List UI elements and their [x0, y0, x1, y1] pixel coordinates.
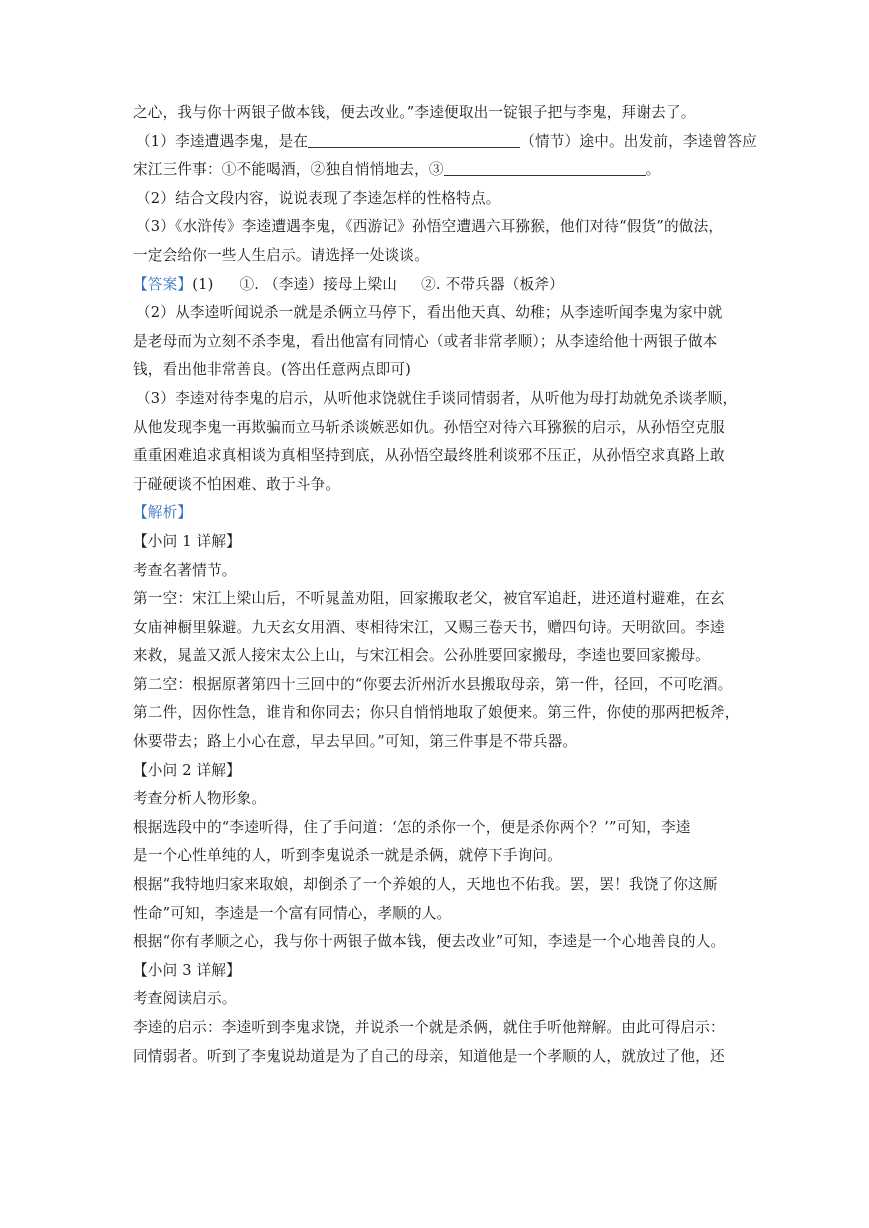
answer-3-line: 于碰硬谈不怕困难、敢于斗争。	[133, 475, 341, 493]
answer-1-part-2: ②. 不带兵器（板斧）	[421, 275, 564, 293]
section-3-title: 【小问 3 详解】	[133, 961, 241, 979]
section-1-line: 女庙神橱里躲避。九天玄女用酒、枣相待宋江，又赐三卷天书，赠四句诗。天明欲回。李逵	[133, 618, 725, 636]
question-1-prefix: （1）李逵遭遇李鬼，是在	[136, 132, 309, 150]
answer-3-line: 从他发现李鬼一再欺骗而立马斩杀谈嫉恶如仇。孙悟空对待六耳猕猴的启示，从孙悟空克服	[133, 418, 725, 436]
section-3-line: 同情弱者。听到了李鬼说劫道是为了自己的母亲，知道他是一个孝顺的人，就放过了他，还	[133, 1047, 725, 1065]
answer-1-part-1: ①. （李逵）接母上梁山	[239, 275, 398, 293]
section-1-line: 第一空：宋江上梁山后，不听晁盖劝阻，回家搬取老父，被官军追赶，进还道村避难，在玄	[133, 590, 725, 608]
answer-2-line: （2）从李逵听闻说杀一就是杀俩立马停下，看出他天真、幼稚；从李逵听闻李鬼为家中就	[136, 304, 723, 322]
question-3-line-1: （3）《水浒传》李逵遭遇李鬼，《西游记》孙悟空遭遇六耳猕猴，他们对待“假货”的做法，	[136, 218, 724, 236]
fill-blank-2[interactable]	[444, 161, 646, 176]
section-1-line: 第二空：根据原著第四十三回中的“你要去沂州沂水县搬取母亲，第一件，径回，不可吃酒。	[133, 675, 733, 693]
answer-line-1	[133, 271, 739, 300]
section-2-line: 考查分析人物形象。	[133, 790, 267, 808]
section-2-title: 【小问 2 详解】	[133, 761, 241, 779]
answer-1-number: (1)	[192, 275, 214, 293]
question-3-line-2: 一定会给你一些人生启示。请选择一处谈谈。	[133, 246, 429, 264]
section-2-line: 根据“我特地归家来取娘，却倒杀了一个养娘的人，天地也不佑我。罢，罢！我饶了你这厮	[133, 876, 718, 894]
question-1-suffix: （情节）途中。出发前，李逵曾答应	[520, 132, 757, 150]
section-1-line: 第二件，因你性急，谁肯和你同去；你只自悄悄地取了娘便来。第三件，你使的那两把板斧，	[133, 704, 740, 722]
section-2-line: 根据选段中的“李逵听得，住了手问道：‘怎的杀你一个，便是杀你两个？’”可知，李逵	[133, 818, 691, 836]
section-3-line: 考查阅读启示。	[133, 990, 237, 1008]
section-2-line: 性命”可知，李逵是一个富有同情心，孝顺的人。	[133, 904, 452, 922]
question-text-line: 之心，我与你十两银子做本钱，便去改业。”李逵便取出一锭银子把与李鬼，拜谢去了。	[133, 104, 696, 121]
section-1-title: 【小问 1 详解】	[133, 532, 241, 550]
question-1-line2-prefix: 宋江三件事：①不能喝酒，②独自悄悄地去，③	[133, 161, 444, 179]
analysis-label: 【解析】	[133, 504, 193, 522]
section-1-line: 休要带去；路上小心在意，早去早回。”可知，第三件事是不带兵器。	[133, 733, 578, 751]
answer-3-line: （3）李逵对待李鬼的启示，从听他求饶就住手谈同情弱者，从听他为母打劫就免杀谈孝顺，	[136, 389, 738, 407]
question-1-line-1	[133, 128, 757, 157]
section-3-line: 李逵的启示：李逵听到李鬼求饶，并说杀一个就是杀俩，就住手听他辩解。由此可得启示：	[133, 1019, 725, 1036]
answer-label: 【答案】	[133, 275, 193, 293]
question-1-line2-suffix: 。	[645, 161, 661, 179]
section-1-line: 来救，晁盖又派人接宋太公上山，与宋江相会。公孙胜要回家搬母，李逵也要回家搬母。	[133, 647, 710, 665]
section-1-line: 考查名著情节。	[133, 561, 237, 579]
answer-2-line: 钱，看出他非常善良。(答出任意两点即可)	[133, 361, 412, 379]
document-page	[133, 99, 757, 1071]
fill-blank-1[interactable]	[308, 133, 520, 148]
question-1-line-2	[133, 156, 739, 185]
section-2-line: 是一个心性单纯的人，听到李鬼说杀一就是杀俩，就停下手询问。	[133, 847, 563, 865]
question-2: （2）结合文段内容，说说表现了李逵怎样的性格特点。	[136, 189, 501, 207]
answer-3-line: 重重困难追求真相谈为真相坚持到底，从孙悟空最终胜利谈邪不压正，从孙悟空求真路上敢	[133, 447, 725, 465]
answer-2-line: 是老母而为立刻不杀李鬼，看出他富有同情心（或者非常孝顺）；从李逵给他十两银子做本	[133, 332, 718, 350]
section-2-line: 根据“你有孝顺之心，我与你十两银子做本钱，便去改业”可知，李逵是一个心地善良的人。	[133, 933, 726, 951]
